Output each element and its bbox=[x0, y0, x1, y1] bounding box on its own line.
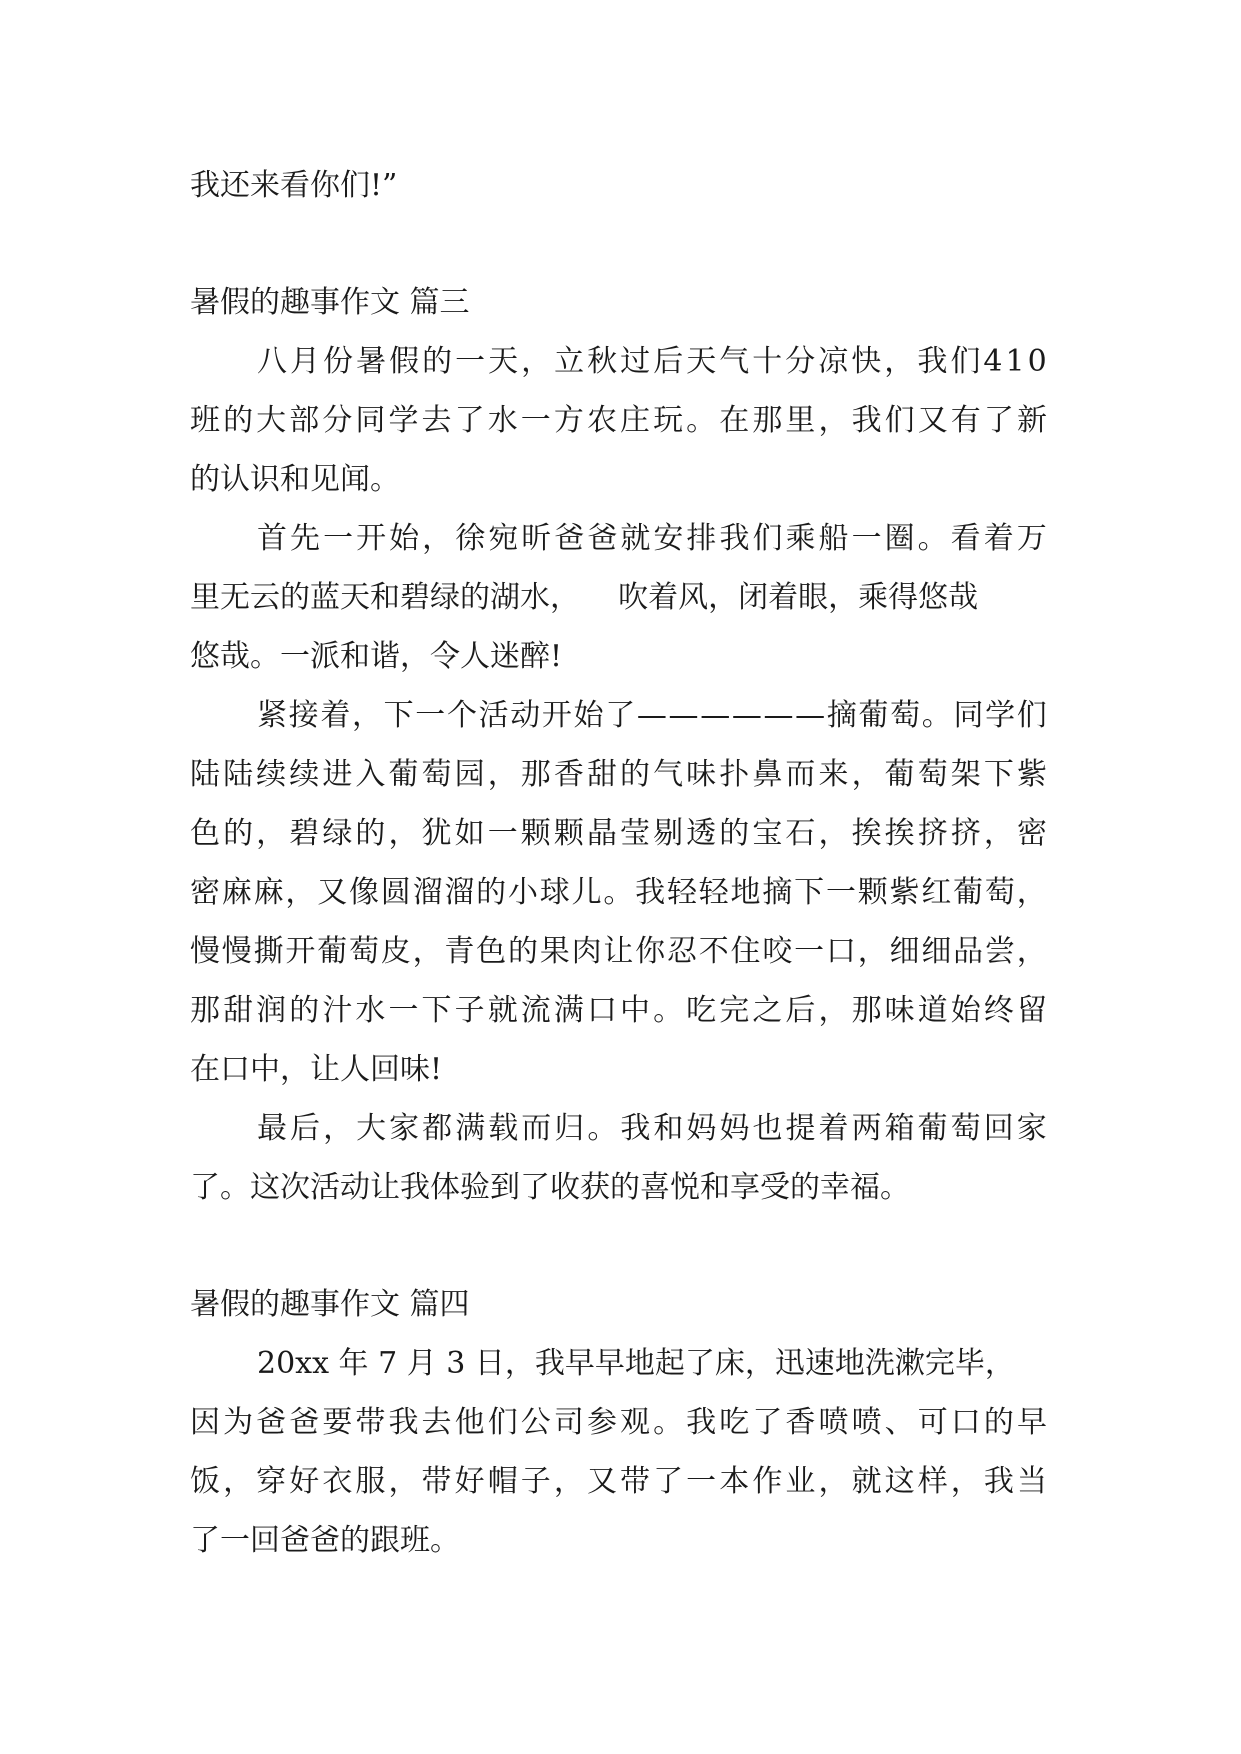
paragraph-line: 紧 接 着 ， 下 一 个 活 动 开 始 了 — — — — — — 摘 葡 萄 。 同 学 们 bbox=[257, 698, 1047, 733]
paragraph-line: 因 为 爸 爸 要 带 我 去 他 们 公 司 参 观 。 我 吃 了 香 喷 喷 、 可 口 的 早 bbox=[190, 1405, 1047, 1440]
paragraph-line: 了。这次活动让我体验到了收获的喜悦和享受的幸福。 bbox=[190, 1170, 910, 1205]
paragraph-line: 了一回爸爸的跟班。 bbox=[190, 1523, 460, 1558]
paragraph-line: 慢 慢 撕 开 葡 萄 皮 ， 青 色 的 果 肉 让 你 忍 不 住 咬 一 口 ， 细 细 品 尝 ， bbox=[190, 934, 1047, 969]
paragraph-line: 饭 ， 穿 好 衣 服 ， 带 好 帽 子 ， 又 带 了 一 本 作 业 ， 就 这 样 ， 我 当 bbox=[190, 1464, 1047, 1499]
paragraph-line: 那 甜 润 的 汁 水 一 下 子 就 流 满 口 中 。 吃 完 之 后 ， 那 味 道 始 终 留 bbox=[190, 993, 1047, 1028]
paragraph-line: 色 的 ， 碧 绿 的 ， 犹 如 一 颗 颗 晶 莹 剔 透 的 宝 石 ， 挨 挨 挤 挤 ， 密 bbox=[190, 816, 1047, 851]
paragraph-line: 悠哉。一派和谐，令人迷醉! bbox=[190, 639, 563, 674]
paragraph-line: 班 的 大 部 分 同 学 去 了 水 一 方 农 庄 玩 。 在 那 里 ， 我 们 又 有 了 新 bbox=[190, 403, 1047, 438]
paragraph-line: 在口中，让人回味! bbox=[190, 1052, 443, 1087]
paragraph-line: 首 先 一 开 始 ， 徐 宛 昕 爸 爸 就 安 排 我 们 乘 船 一 圈 。 看 着 万 bbox=[257, 521, 1047, 556]
paragraph-line: 的认识和见闻。 bbox=[190, 462, 400, 497]
section-heading: 暑假的趣事作文 篇四 bbox=[190, 1287, 470, 1322]
section-heading: 暑假的趣事作文 篇三 bbox=[190, 285, 470, 320]
continuation-line: 我还来看你们!” bbox=[190, 168, 398, 203]
paragraph-line: 八 月 份 暑 假 的 一 天 ， 立 秋 过 后 天 气 十 分 凉 快 ， 我 们 4 1 0 bbox=[257, 344, 1047, 379]
paragraph-line: 密 麻 麻 ， 又 像 圆 溜 溜 的 小 球 儿 。 我 轻 轻 地 摘 下 一 颗 紫 红 葡 萄 ， bbox=[190, 875, 1047, 910]
paragraph-line: 陆 陆 续 续 进 入 葡 萄 园 ， 那 香 甜 的 气 味 扑 鼻 而 来 ， 葡 萄 架 下 紫 bbox=[190, 757, 1047, 792]
paragraph-line: 20xx 年 7 月 3 日，我早早地起了床，迅速地洗漱完毕， bbox=[257, 1346, 1015, 1381]
paragraph-line: 最 后 ， 大 家 都 满 载 而 归 。 我 和 妈 妈 也 提 着 两 箱 葡 萄 回 家 bbox=[257, 1111, 1047, 1146]
paragraph-line: 里无云的蓝天和碧绿的湖水， 吹着风，闭着眼，乘得悠哉 bbox=[190, 580, 979, 615]
